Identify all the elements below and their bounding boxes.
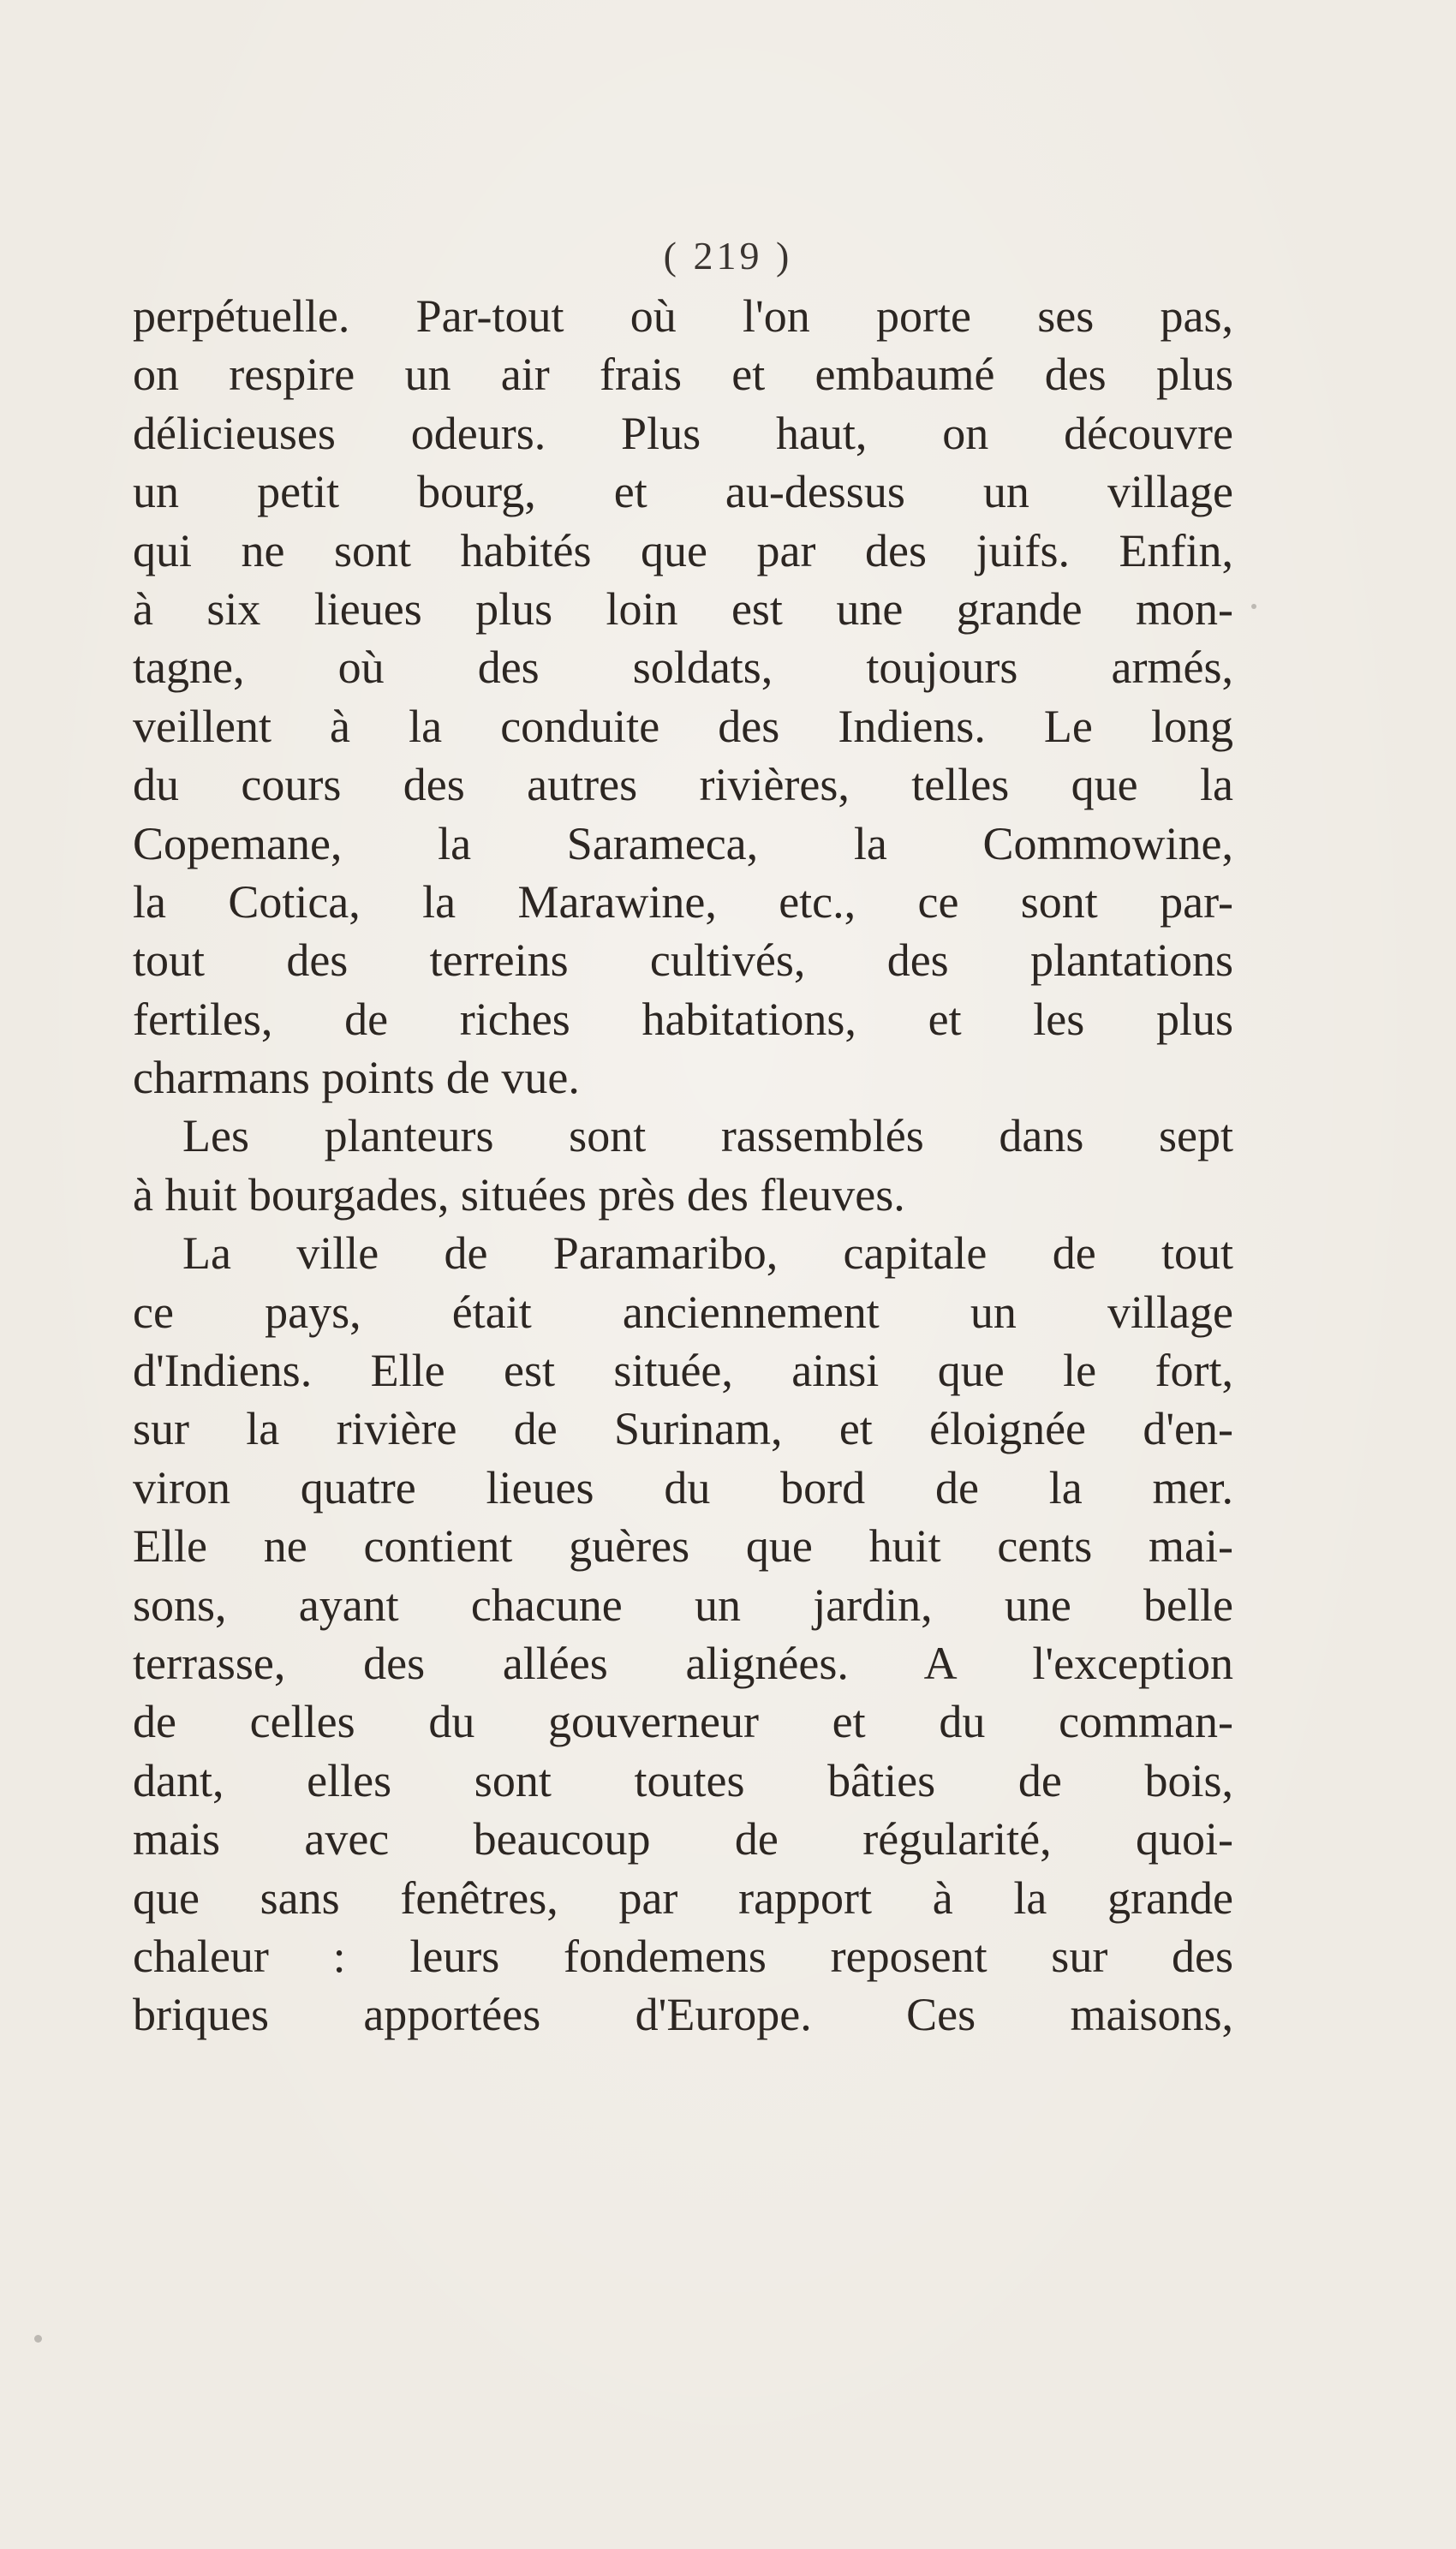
text-line: à huit bourgades, situées près des fleuves.: [133, 1168, 905, 1221]
text-line: dant, elles sont toutes bâties de bois,: [133, 1754, 1233, 1806]
text-line: viron quatre lieues du bord de la mer.: [133, 1461, 1233, 1513]
text-line: chaleur : leurs fondemens reposent sur des: [133, 1930, 1233, 1982]
text-line: la Cotica, la Marawine, etc., ce sont par-: [133, 875, 1233, 928]
paper-speck: [34, 2335, 42, 2343]
text-line: Les planteurs sont rassemblés dans sept: [182, 1110, 1233, 1162]
text-line: fertiles, de riches habitations, et les plus: [133, 993, 1233, 1045]
paper-speck: [1251, 604, 1256, 609]
text-line: d'Indiens. Elle est située, ainsi que le fort,: [133, 1345, 1233, 1397]
text-line: tout des terreins cultivés, des plantations: [133, 934, 1233, 987]
text-line: de celles du gouverneur et du comman-: [133, 1696, 1233, 1748]
text-line: veillent à la conduite des Indiens. Le long: [133, 700, 1233, 752]
text-line: Elle ne contient guères que huit cents mai-: [133, 1520, 1233, 1573]
text-line: sons, ayant chacune un jardin, une belle: [133, 1579, 1233, 1631]
text-line: briques apportées d'Europe. Ces maisons,: [133, 1989, 1233, 2041]
text-line: à six lieues plus loin est une grande mon-: [133, 582, 1233, 635]
text-line: un petit bourg, et au-dessus un village: [133, 466, 1233, 518]
text-line: mais avec beaucoup de régularité, quoi-: [133, 1813, 1233, 1865]
text-line: sur la rivière de Surinam, et éloignée d'en-: [133, 1403, 1233, 1455]
text-line: on respire un air frais et embaumé des plus: [133, 349, 1233, 401]
text-line: perpétuelle. Par-tout où l'on porte ses pas,: [133, 290, 1233, 342]
text-line: que sans fenêtres, par rapport à la grande: [133, 1871, 1233, 1924]
text-line: qui ne sont habités que par des juifs. Enfin,: [133, 524, 1233, 576]
text-line: tagne, où des soldats, toujours armés,: [133, 642, 1233, 694]
page-number: ( 219 ): [663, 234, 793, 278]
text-line: terrasse, des allées alignées. A l'exception: [133, 1637, 1233, 1689]
text-line: délicieuses odeurs. Plus haut, on découvre: [133, 407, 1233, 459]
text-line: Copemane, la Sarameca, la Commowine,: [133, 817, 1233, 869]
text-line: La ville de Paramaribo, capitale de tout: [182, 1227, 1233, 1280]
page-body-text: [133, 287, 1233, 2045]
text-line: du cours des autres rivières, telles que la: [133, 759, 1233, 811]
text-line: ce pays, était anciennement un village: [133, 1286, 1233, 1338]
text-line: charmans points de vue.: [133, 1052, 580, 1104]
